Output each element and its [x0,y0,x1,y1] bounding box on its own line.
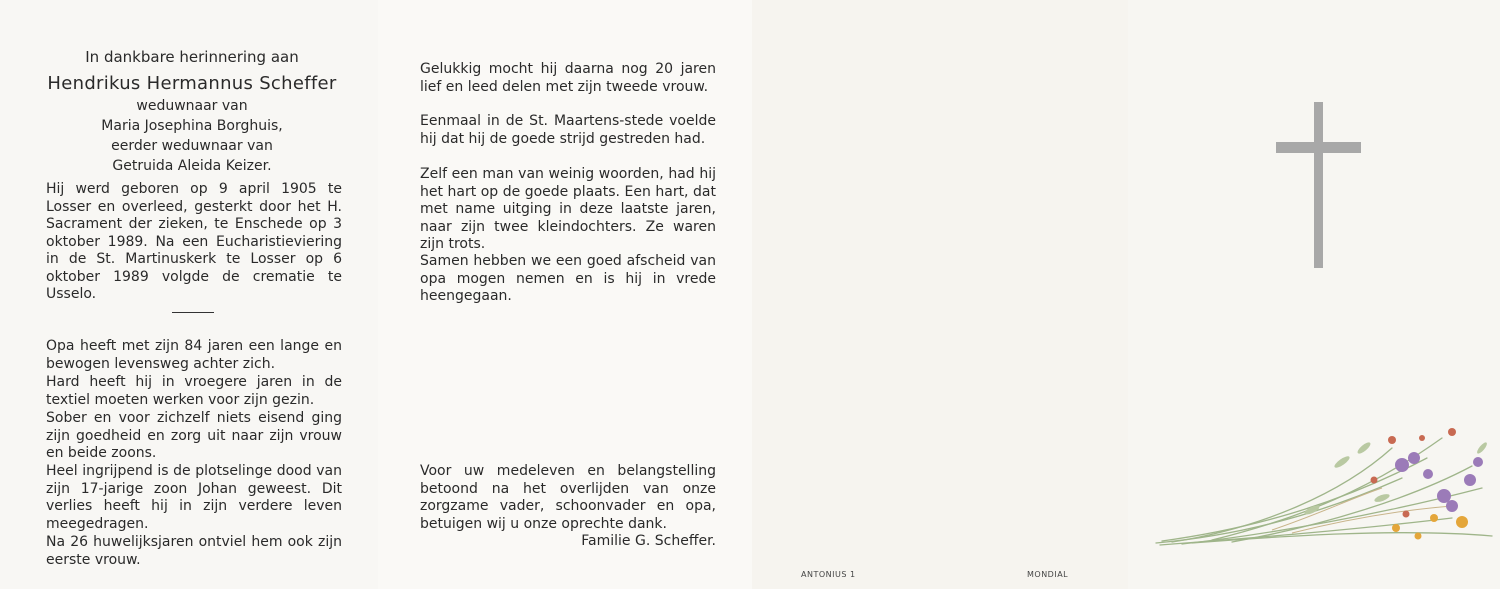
thanks-paragraph: Voor uw medeleven en belangstelling betoond na het overlijden van onze zorgzame vader, schoonvader en opa, betuigen wij u onze oprechte dank. [420,463,716,532]
divider-rule [172,312,214,313]
paragraph-life: Opa heeft met zijn 84 jaren een lange en bewogen levensweg achter zich. [46,338,342,372]
paragraph-second-marriage: Gelukkig mocht hij daarna nog 20 jaren lief en leed delen met zijn tweede vrouw. [420,61,716,95]
paragraph-work: Hard heeft hij in vroegere jaren in de textiel moeten werken voor zijn gezin. [46,374,342,408]
card-panel-left [0,0,378,589]
footer-code-right: MONDIAL [1027,570,1069,579]
card-panel-cover [1128,0,1500,589]
intro-line: In dankbare herinnering aan [85,48,299,66]
spouse-two-name: Getruida Aleida Keizer. [112,158,272,174]
flower-bouquet-illustration [1152,418,1500,558]
family-signature: Familie G. Scheffer. [581,533,716,549]
biography-paragraph: Hij werd geboren op 9 april 1905 te Losser en overleed, gesterkt door het H. Sacrament der zieken, te Enschede op 3 oktober 1989. Na een Eucharistieviering in de St. Martinuskerk te Losser op 6 oktober 1989 volgde de crematie te Usselo. [46,181,342,302]
paragraph-farewell: Samen hebben we een goed afscheid van opa mogen nemen en is hij in vrede heengegaan. [420,253,716,304]
paragraph-heart: Zelf een man van weinig woorden, had hij het hart op de goede plaats. Een hart, dat met name uitging in deze laatste jaren, naar zijn twee kleindochters. Ze waren zijn trots. [420,166,716,252]
card-panel-back [752,0,1128,589]
widower-of-line: weduwnaar van [136,98,248,114]
paragraph-maartens-stede: Eenmaal in de St. Maartens-stede voelde hij dat hij de goede strijd gestreden had. [420,113,716,147]
earlier-widower-line: eerder weduwnaar van [111,138,273,154]
footer-code-left: ANTONIUS 1 [801,570,856,579]
deceased-name: Hendrikus Hermannus Scheffer [47,73,337,94]
spouse-one-name: Maria Josephina Borghuis, [101,118,283,134]
paragraph-loss-wife: Na 26 huwelijksjaren ontviel hem ook zijn eerste vrouw. [46,534,342,568]
paragraph-character: Sober en voor zichzelf niets eisend ging zijn goedheid en zorg uit naar zijn vrouw en beide zoons. [46,410,342,461]
card-panel-middle [378,0,752,589]
paragraph-loss-son: Heel ingrijpend is de plotselinge dood van zijn 17-jarige zoon Johan geweest. Dit verlies heeft hij in zijn verdere leven meegedragen. [46,463,342,532]
